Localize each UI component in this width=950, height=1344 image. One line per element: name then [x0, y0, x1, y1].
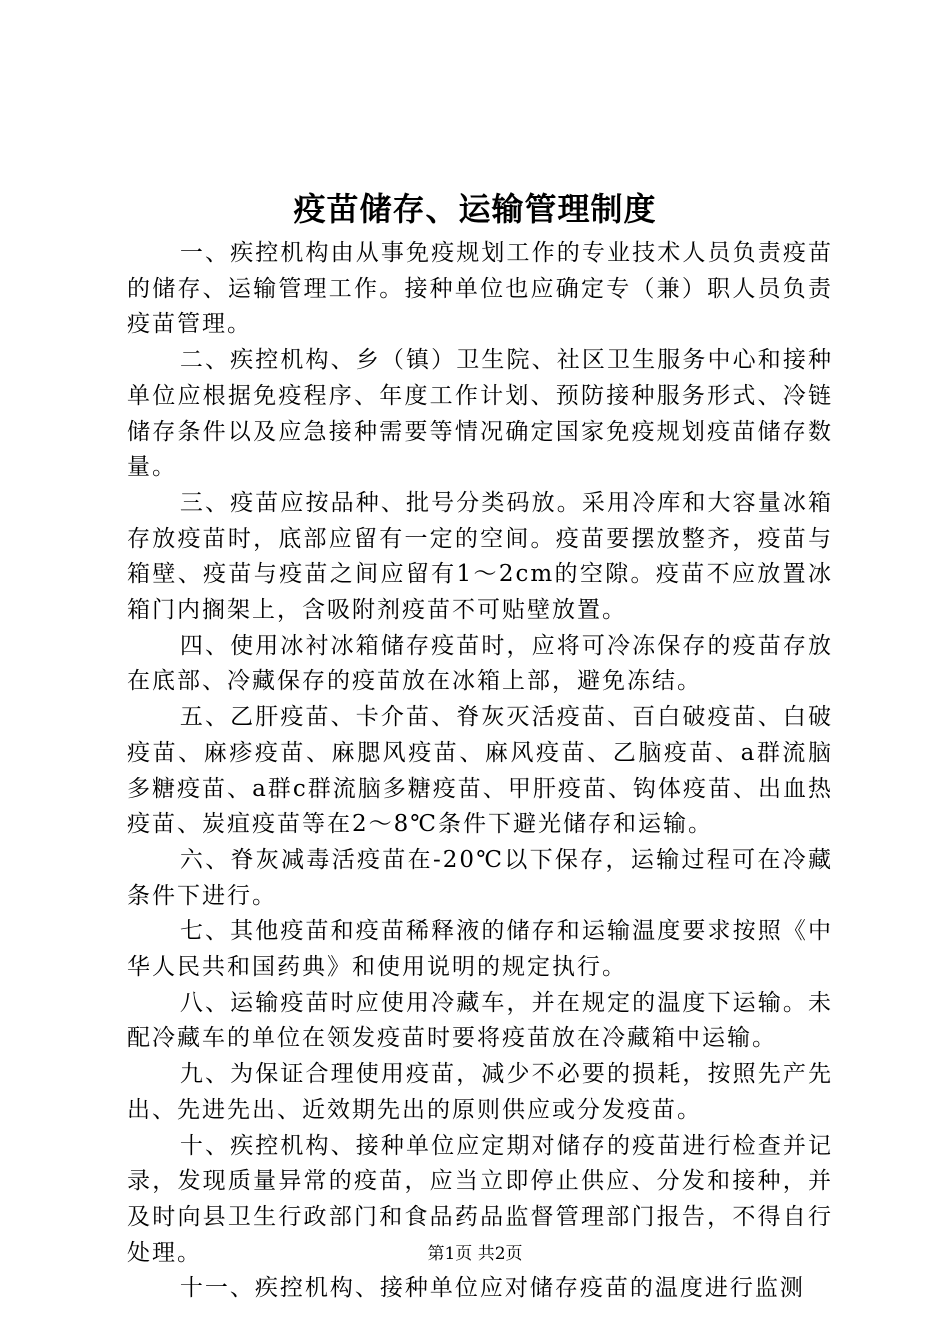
paragraph-1: 一、疾控机构由从事免疫规划工作的专业技术人员负责疫苗的储存、运输管理工作。接种单位也应确定专（兼）职人员负责疫苗管理。 [127, 240, 833, 338]
paragraph-8: 八、运输疫苗时应使用冷藏车，并在规定的温度下运输。未配冷藏车的单位在领发疫苗时要将疫苗放在冷藏箱中运输。 [127, 989, 833, 1052]
paragraph-5: 五、乙肝疫苗、卡介苗、脊灰灭活疫苗、百白破疫苗、白破疫苗、麻疹疫苗、麻腮风疫苗、麻风疫苗、乙脑疫苗、a群流脑多糖疫苗、a群c群流脑多糖疫苗、甲肝疫苗、钩体疫苗、出血热疫苗、炭疽疫苗等在2～8℃条件下避光储存和运输。 [127, 704, 833, 838]
page-total: 共2页 [477, 1244, 523, 1264]
paragraph-9: 九、为保证合理使用疫苗，减少不必要的损耗，按照先产先出、先进先出、近效期先出的原则供应或分发疫苗。 [127, 1061, 833, 1123]
page-footer [0, 1242, 950, 1266]
paragraph-10: 十、疾控机构、接种单位应定期对储存的疫苗进行检查并记录，发现质量异常的疫苗，应当立即停止供应、分发和接种，并及时向县卫生行政部门和食品药品监督管理部门报告，不得自行处理。 [127, 1132, 833, 1266]
paragraph-11: 十一、疾控机构、接种单位应对储存疫苗的温度进行监测 [179, 1275, 805, 1302]
paragraph-6: 六、脊灰减毒活疫苗在-20℃以下保存，运输过程可在冷藏条件下进行。 [127, 846, 833, 909]
paragraph-2: 二、疾控机构、乡（镇）卫生院、社区卫生服务中心和接种单位应根据免疫程序、年度工作计划、预防接种服务形式、冷链储存条件以及应急接种需要等情况确定国家免疫规划疫苗储存数量。 [127, 347, 833, 481]
document-body [127, 236, 833, 1307]
paragraph-4: 四、使用冰衬冰箱储存疫苗时，应将可冷冻保存的疫苗存放在底部、冷藏保存的疫苗放在冰箱上部，避免冻结。 [127, 632, 833, 695]
paragraph-3: 三、疫苗应按品种、批号分类码放。采用冷库和大容量冰箱存放疫苗时，底部应留有一定的空间。疫苗要摆放整齐，疫苗与箱壁、疫苗与疫苗之间应留有1～2cm的空隙。疫苗不应放置冰箱门内搁架上，含吸附剂疫苗不可贴壁放置。 [127, 489, 833, 624]
paragraph-7: 七、其他疫苗和疫苗稀释液的储存和运输温度要求按照《中华人民共和国药典》和使用说明的规定执行。 [127, 918, 833, 981]
page-number: 第1页 [427, 1244, 473, 1264]
document-title: 疫苗储存、运输管理制度 [293, 190, 657, 228]
